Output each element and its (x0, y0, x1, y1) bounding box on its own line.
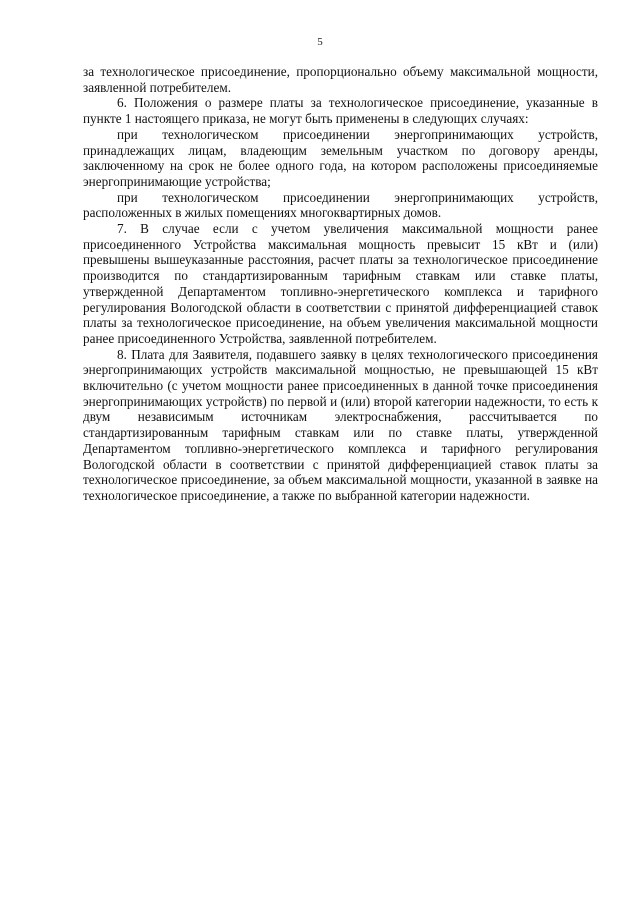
paragraph-item-7: 7. В случае если с учетом увеличения максимальной мощности ранее присоединенного Устройства максимальная мощность превысит 15 кВт и (или) превышены вышеуказанные расстояния, расчет платы за технологическое присоединение производится по стандартизированным тарифным ставкам или ставке платы, утвержденной Департаментом топливно-энергетического комплекса и тарифного регулирования Вологодской области в соответствии с принятой дифференциацией ставок платы за технологическое присоединение, на объем увеличения максимальной мощности ранее присоединенного Устройства, заявленной потребителем. (83, 221, 598, 346)
document-body (83, 64, 598, 504)
paragraph-item-6: 6. Положения о размере платы за технологическое присоединение, указанные в пункте 1 настоящего приказа, не могут быть применены в следующих случаях: (83, 95, 598, 127)
paragraph-case-apartment-buildings: при технологическом присоединении энергопринимающих устройств, расположенных в жилых помещениях многоквартирных домов. (83, 189, 598, 221)
page-number: 5 (317, 36, 323, 48)
paragraph-item-8: 8. Плата для Заявителя, подавшего заявку в целях технологического присоединения энергопринимающих устройств максимальной мощностью, не превышающей 15 кВт включительно (с учетом мощности ранее присоединенных в данной точке присоединения энергопринимающих устройств) по первой и (или) второй категории надежности, то есть к двум независимым источникам электроснабжения, рассчитывается по стандартизированным тарифным ставкам или по ставке платы, утвержденной Департаментом топливно-энергетического комплекса и тарифного регулирования Вологодской области в соответствии с принятой дифференциацией ставок платы за технологическое присоединение, за объем максимальной мощности, указанной в заявке на технологическое присоединение, а также по выбранной категории надежности. (83, 346, 598, 503)
paragraph-continuation: за технологическое присоединение, пропорционально объему максимальной мощности, заявленной потребителем. (83, 64, 598, 95)
paragraph-case-land-lease: при технологическом присоединении энергопринимающих устройств, принадлежащих лицам, владеющим земельным участком по договору аренды, заключенному на срок не более одного года, на котором расположены присоединяемые энергопринимающие устройства; (83, 126, 598, 189)
